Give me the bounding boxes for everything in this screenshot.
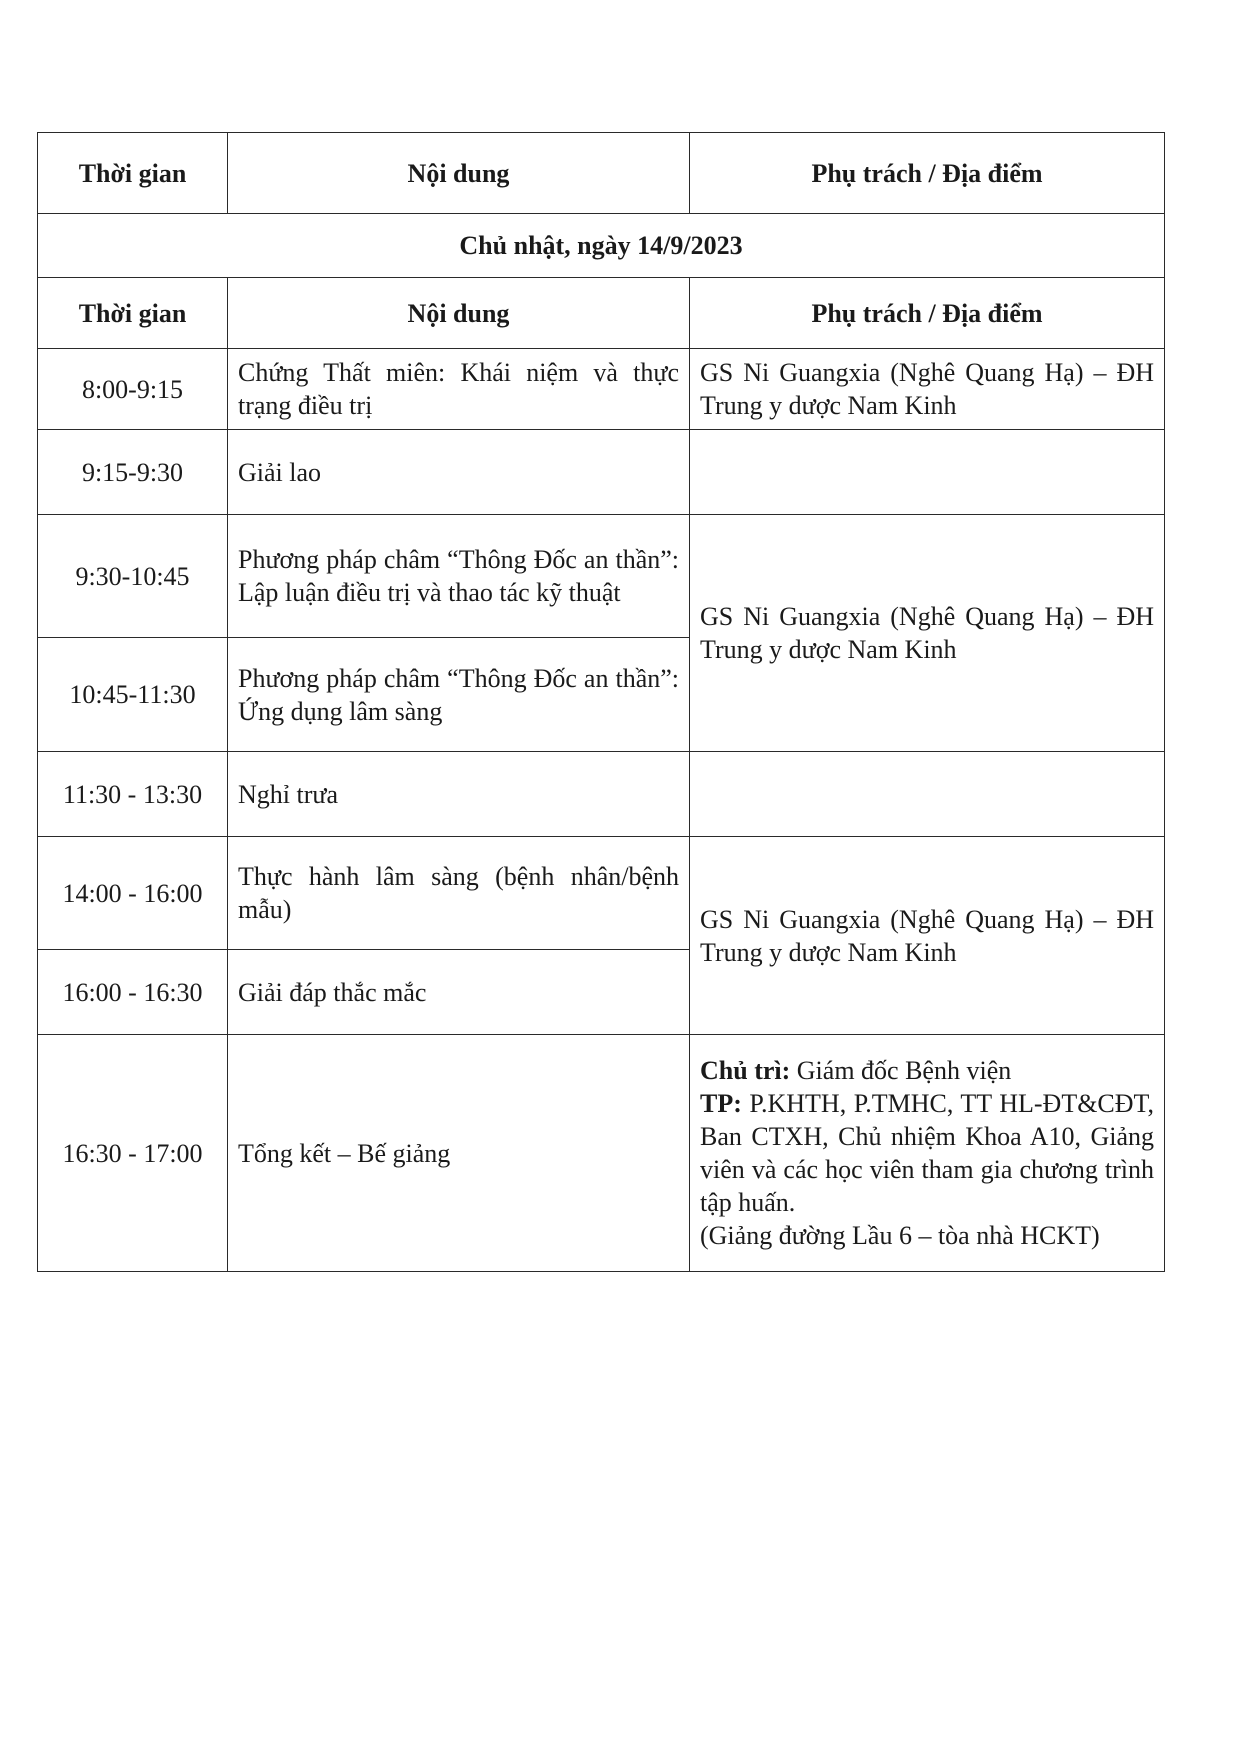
table-row — [38, 752, 1165, 837]
chair-label: Chủ trì: — [700, 1056, 791, 1085]
venue-line: (Giảng đường Lầu 6 – tòa nhà HCKT) — [700, 1221, 1100, 1250]
row-time: 11:30 - 13:30 — [38, 752, 228, 837]
row-time: 16:00 - 16:30 — [38, 950, 228, 1035]
row-content: Giải lao — [228, 430, 690, 515]
row-content: Phương pháp châm “Thông Đốc an thần”: Lập luận điều trị và thao tác kỹ thuật — [228, 515, 690, 638]
closing-responsible — [690, 1035, 1165, 1272]
chair-value: Giám đốc Bệnh viện — [790, 1056, 1012, 1085]
row-responsible: GS Ni Guangxia (Nghê Quang Hạ) – ĐH Trung y dược Nam Kinh — [690, 837, 1165, 1035]
header-content: Nội dung — [228, 133, 690, 214]
table-row — [38, 837, 1165, 950]
members-label: TP: — [700, 1089, 742, 1118]
table-subheader — [38, 278, 1165, 349]
chair-line — [700, 1054, 1154, 1087]
row-content: Phương pháp châm “Thông Đốc an thần”: Ứng dụng lâm sàng — [228, 638, 690, 752]
row-content: Thực hành lâm sàng (bệnh nhân/bệnh mẫu) — [228, 837, 690, 950]
schedule-table — [37, 132, 1165, 1272]
row-responsible: GS Ni Guangxia (Nghê Quang Hạ) – ĐH Trung y dược Nam Kinh — [690, 515, 1165, 752]
row-time: 16:30 - 17:00 — [38, 1035, 228, 1272]
header-responsible: Phụ trách / Địa điểm — [690, 133, 1165, 214]
schedule-sheet — [37, 132, 1165, 1272]
members-value: P.KHTH, P.TMHC, TT HL-ĐT&CĐT, Ban CTXH, Chủ nhiệm Khoa A10, Giảng viên và các học viên tham gia chương trình tập huấn. — [700, 1089, 1154, 1217]
row-content: Giải đáp thắc mắc — [228, 950, 690, 1035]
row-time: 9:30-10:45 — [38, 515, 228, 638]
day-label: Chủ nhật, ngày 14/9/2023 — [38, 214, 1165, 278]
day-row — [38, 214, 1165, 278]
row-content: Nghỉ trưa — [228, 752, 690, 837]
subheader-responsible: Phụ trách / Địa điểm — [690, 278, 1165, 349]
row-responsible — [690, 752, 1165, 837]
table-row — [38, 1035, 1165, 1272]
members-line — [700, 1087, 1154, 1219]
row-time: 10:45-11:30 — [38, 638, 228, 752]
row-content: Tổng kết – Bế giảng — [228, 1035, 690, 1272]
subheader-content: Nội dung — [228, 278, 690, 349]
row-responsible: GS Ni Guangxia (Nghê Quang Hạ) – ĐH Trung y dược Nam Kinh — [690, 349, 1165, 430]
row-responsible — [690, 430, 1165, 515]
header-time: Thời gian — [38, 133, 228, 214]
row-time: 8:00-9:15 — [38, 349, 228, 430]
row-content: Chứng Thất miên: Khái niệm và thực trạng điều trị — [228, 349, 690, 430]
table-header — [38, 133, 1165, 214]
table-row — [38, 349, 1165, 430]
row-time: 14:00 - 16:00 — [38, 837, 228, 950]
table-row — [38, 515, 1165, 638]
subheader-time: Thời gian — [38, 278, 228, 349]
row-time: 9:15-9:30 — [38, 430, 228, 515]
table-row — [38, 430, 1165, 515]
